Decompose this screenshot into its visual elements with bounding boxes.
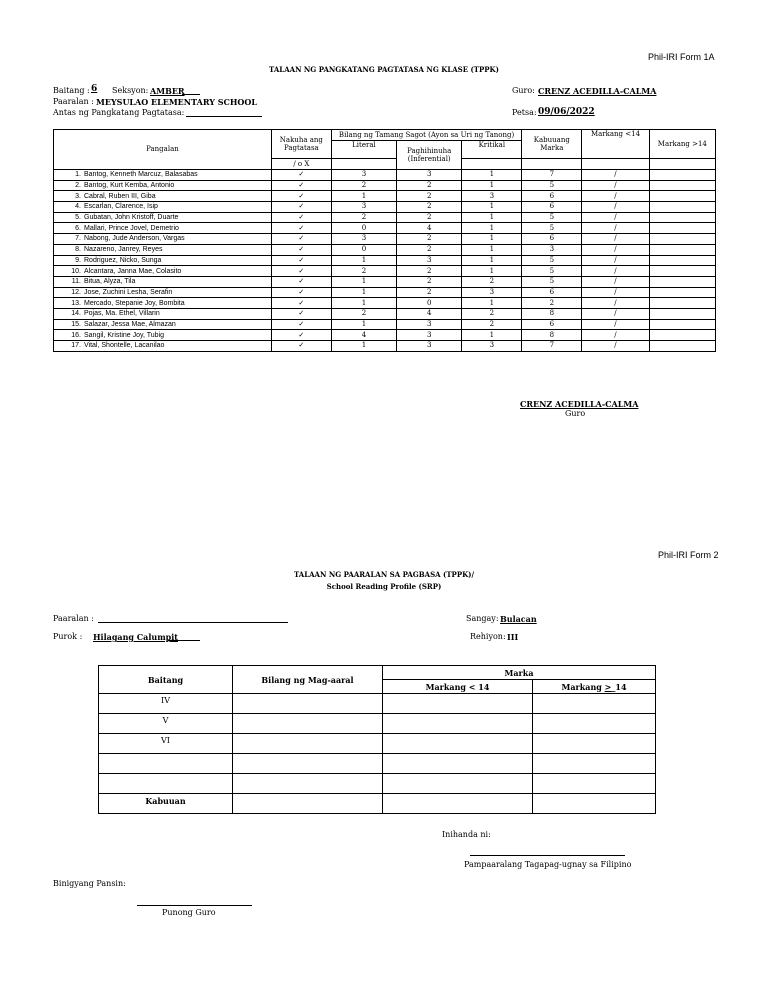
kritikal-cell: 1 xyxy=(462,255,522,266)
kritikal-cell: 2 xyxy=(462,319,522,330)
student-name-cell xyxy=(54,255,272,266)
form1-title: TALAAN NG PANGKATANG PAGTATASA NG KLASE (TPPK) xyxy=(269,65,499,74)
kritikal-cell: 3 xyxy=(462,341,522,352)
markang-ge-cell xyxy=(533,754,656,774)
inferential-cell: 0 xyxy=(397,298,462,309)
bilang-cell xyxy=(233,694,383,714)
student-name: Nazareno, Janrey, Reyes xyxy=(84,246,163,254)
markang-ge-cell xyxy=(533,774,656,794)
student-name-cell xyxy=(54,308,272,319)
table-row xyxy=(54,244,716,255)
inferential-cell: 3 xyxy=(397,319,462,330)
inferential-cell: 4 xyxy=(397,308,462,319)
taken-cell xyxy=(271,170,331,181)
literal-cell: 1 xyxy=(331,298,396,309)
bilang-cell xyxy=(233,714,383,734)
markang-lt-cell: / xyxy=(582,330,649,341)
literal-cell: 3 xyxy=(331,202,396,213)
literal-cell: 1 xyxy=(331,319,396,330)
class-assessment-table xyxy=(53,129,716,352)
row-number: 15. xyxy=(71,320,81,328)
markang-lt-cell xyxy=(383,694,533,714)
total-score-cell: 6 xyxy=(522,202,582,213)
inferential-cell: 3 xyxy=(397,330,462,341)
table-row xyxy=(54,202,716,213)
school-reading-profile-table xyxy=(98,665,656,814)
total-score-cell: 5 xyxy=(522,266,582,277)
table-row xyxy=(54,223,716,234)
total-bilang-cell xyxy=(233,794,383,814)
sangay-value: Bulacan xyxy=(500,614,537,624)
bilang-cell xyxy=(233,754,383,774)
purok-label: Purok : xyxy=(53,632,83,641)
literal-cell: 3 xyxy=(331,170,396,181)
literal-cell: 0 xyxy=(331,244,396,255)
form2-title-line1: TALAAN NG PAARALAN SA PAGBASA (TPPK)/ xyxy=(293,570,475,579)
principal-role: Punong Guro xyxy=(162,908,216,917)
markang-lt-cell: / xyxy=(582,244,649,255)
markang-ge-cell xyxy=(649,244,715,255)
student-name: Pojas, Ma. Ethel, Villarin xyxy=(84,310,160,318)
header-bilang-mag-aaral: Bilang ng Mag-aaral xyxy=(233,666,383,694)
literal-cell: 4 xyxy=(331,330,396,341)
student-name-cell xyxy=(54,330,272,341)
total-score-cell: 8 xyxy=(522,330,582,341)
check-mark-icon: ✓ xyxy=(298,288,305,296)
header-nakuha: Nakuha ang Pagtatasa xyxy=(271,130,331,159)
row-number: 6. xyxy=(75,224,81,232)
literal-cell: 1 xyxy=(331,287,396,298)
markang-ge-cell xyxy=(533,694,656,714)
student-name-cell xyxy=(54,170,272,181)
baitang-cell: V xyxy=(99,714,233,734)
markang-ge-cell xyxy=(649,223,715,234)
markang-ge-cell xyxy=(533,734,656,754)
total-score-cell: 6 xyxy=(522,191,582,202)
total-score-cell: 6 xyxy=(522,234,582,245)
paaralan-value: MEYSULAO ELEMENTARY SCHOOL xyxy=(96,97,257,107)
student-name-cell xyxy=(54,191,272,202)
header-baitang: Baitang xyxy=(99,666,233,694)
table-row xyxy=(54,212,716,223)
student-name: Escarlan, Clarence, Isip xyxy=(84,203,158,211)
rehiyon-label: Rehiyon: xyxy=(470,632,506,641)
markang-lt-cell xyxy=(383,774,533,794)
kritikal-cell: 1 xyxy=(462,244,522,255)
kritikal-cell: 3 xyxy=(462,191,522,202)
total-ge-cell xyxy=(533,794,656,814)
inferential-cell: 4 xyxy=(397,223,462,234)
total-score-cell: 5 xyxy=(522,255,582,266)
header-empty xyxy=(331,159,396,170)
baitang-cell xyxy=(99,774,233,794)
kritikal-cell: 1 xyxy=(462,212,522,223)
kritikal-cell: 1 xyxy=(462,266,522,277)
markang-lt-cell: / xyxy=(582,223,649,234)
total-label: Kabuuan xyxy=(99,794,233,814)
total-score-cell: 5 xyxy=(522,276,582,287)
student-name: Vital, Shontelle, Lacanilao xyxy=(84,342,165,350)
check-mark-icon: ✓ xyxy=(298,310,305,318)
table-row xyxy=(54,234,716,245)
row-number: 16. xyxy=(71,331,81,339)
taken-cell xyxy=(271,266,331,277)
header-nakuha-sub: / o X xyxy=(271,159,331,170)
table-row xyxy=(54,255,716,266)
header-kritikal: Kritikal xyxy=(462,140,522,159)
student-name-cell xyxy=(54,266,272,277)
baitang-cell: IV xyxy=(99,694,233,714)
taken-cell xyxy=(271,212,331,223)
table-row xyxy=(99,774,656,794)
check-mark-icon: ✓ xyxy=(298,203,305,211)
student-name: Sangil, Kristine Joy, Tubig xyxy=(84,331,165,339)
student-name-cell xyxy=(54,202,272,213)
check-mark-icon: ✓ xyxy=(298,331,305,339)
markang-ge-cell xyxy=(649,191,715,202)
markang-lt-cell: / xyxy=(582,255,649,266)
total-score-cell: 2 xyxy=(522,298,582,309)
petsa-label: Petsa: xyxy=(512,108,537,117)
antas-blank-line xyxy=(186,116,262,117)
markang-ge-cell xyxy=(649,298,715,309)
check-mark-icon: ✓ xyxy=(298,278,305,286)
markang-lt-cell: / xyxy=(582,191,649,202)
rehiyon-value: III xyxy=(507,632,519,642)
check-mark-icon: ✓ xyxy=(298,192,305,200)
total-lt-cell xyxy=(383,794,533,814)
header-empty xyxy=(462,159,522,170)
check-mark-icon: ✓ xyxy=(298,182,305,190)
inferential-cell: 2 xyxy=(397,276,462,287)
taken-cell xyxy=(271,330,331,341)
check-mark-icon: ✓ xyxy=(298,171,305,179)
row-number: 12. xyxy=(71,288,81,296)
taken-cell xyxy=(271,276,331,287)
taken-cell xyxy=(271,255,331,266)
header-marka: Marka xyxy=(383,666,656,680)
row-number: 14. xyxy=(71,310,81,318)
inferential-cell: 3 xyxy=(397,255,462,266)
inferential-cell: 3 xyxy=(397,170,462,181)
table-row xyxy=(54,319,716,330)
seksyon-value: AMBER xyxy=(150,86,185,96)
markang-lt-cell: / xyxy=(582,319,649,330)
student-name: Rodriguez, Nicko, Sunga xyxy=(84,256,162,264)
seksyon-underline xyxy=(182,94,200,95)
taken-cell xyxy=(271,202,331,213)
purok-value: Hilagang Calumpit xyxy=(93,632,178,642)
table-row xyxy=(54,191,716,202)
inferential-cell: 2 xyxy=(397,180,462,191)
taken-cell xyxy=(271,298,331,309)
taken-cell xyxy=(271,234,331,245)
markang-ge-cell xyxy=(649,276,715,287)
kritikal-cell: 2 xyxy=(462,276,522,287)
student-name-cell xyxy=(54,212,272,223)
student-name: Nabong, Jude Anderson, Vargas xyxy=(84,235,185,243)
sangay-label: Sangay: xyxy=(466,614,499,623)
form1-number: Phil-IRI Form 1A xyxy=(648,52,715,62)
table-row xyxy=(54,266,716,277)
taken-cell xyxy=(271,319,331,330)
markang-ge-cell xyxy=(649,341,715,352)
row-number: 9. xyxy=(75,256,81,264)
inferential-cell: 3 xyxy=(397,341,462,352)
student-name-cell xyxy=(54,244,272,255)
markang-lt-cell: / xyxy=(582,212,649,223)
purok-underline xyxy=(168,640,200,641)
markang-lt-cell: / xyxy=(582,341,649,352)
student-name-cell xyxy=(54,319,272,330)
header-empty xyxy=(582,159,649,170)
coordinator-role: Pampaaralang Tagapag-ugnay sa Filipino xyxy=(464,860,632,869)
header-pangalan: Pangalan xyxy=(54,130,272,170)
markang-ge-cell xyxy=(649,202,715,213)
principal-signature-line xyxy=(137,905,252,906)
markang-ge-cell xyxy=(649,330,715,341)
kritikal-cell: 1 xyxy=(462,234,522,245)
markang-lt-cell xyxy=(383,714,533,734)
student-name-cell xyxy=(54,276,272,287)
bilang-cell xyxy=(233,734,383,754)
header-markang-ge: Markang >14 xyxy=(649,130,715,159)
markang-ge-cell xyxy=(649,180,715,191)
student-name: Gubatan, John Kristoff, Duarte xyxy=(84,214,179,222)
kritikal-cell: 1 xyxy=(462,202,522,213)
student-name: Salazar, Jessa Mae, Almazan xyxy=(84,320,176,328)
header-markang-ge-14: Markang >_14 xyxy=(533,680,656,694)
total-score-cell: 8 xyxy=(522,308,582,319)
form2-paaralan-label: Paaralan : xyxy=(53,614,94,623)
total-score-cell: 5 xyxy=(522,223,582,234)
check-mark-icon: ✓ xyxy=(298,246,305,254)
kritikal-cell: 2 xyxy=(462,308,522,319)
row-number: 17. xyxy=(71,342,81,350)
markang-lt-cell: / xyxy=(582,298,649,309)
baitang-label: Baitang : xyxy=(53,86,90,95)
literal-cell: 2 xyxy=(331,212,396,223)
form2-title-line2: School Reading Profile (SRP) xyxy=(326,582,442,591)
check-mark-icon: ✓ xyxy=(298,342,305,350)
literal-cell: 1 xyxy=(331,255,396,266)
header-kabuuang: Kabuuang Marka xyxy=(522,130,582,159)
literal-cell: 1 xyxy=(331,276,396,287)
total-score-cell: 7 xyxy=(522,170,582,181)
baitang-cell: VI xyxy=(99,734,233,754)
check-mark-icon: ✓ xyxy=(298,224,305,232)
inihanda-label: Inihanda ni: xyxy=(442,830,491,839)
markang-ge-cell xyxy=(649,255,715,266)
markang-ge-cell xyxy=(649,212,715,223)
kritikal-cell: 1 xyxy=(462,180,522,191)
markang-ge-cell xyxy=(649,234,715,245)
baitang-cell xyxy=(99,754,233,774)
kritikal-cell: 3 xyxy=(462,287,522,298)
student-name: Alcantara, Janna Mae, Colasito xyxy=(84,267,182,275)
form1-signatory-name: CRENZ ACEDILLA-CALMA xyxy=(520,399,639,409)
header-paghihinuha: Paghihinuha (Inferential) xyxy=(397,140,462,169)
antas-label: Antas ng Pangkatang Pagtatasa: xyxy=(53,108,185,117)
markang-ge-cell xyxy=(649,287,715,298)
kritikal-cell: 1 xyxy=(462,298,522,309)
markang-lt-cell xyxy=(383,754,533,774)
check-mark-icon: ✓ xyxy=(298,256,305,264)
table-row xyxy=(99,734,656,754)
student-name-cell xyxy=(54,341,272,352)
literal-cell: 2 xyxy=(331,180,396,191)
table-row xyxy=(54,287,716,298)
taken-cell xyxy=(271,180,331,191)
row-number: 7. xyxy=(75,235,81,243)
table-row xyxy=(54,298,716,309)
form2-paaralan-blank xyxy=(98,622,288,623)
student-name-cell xyxy=(54,180,272,191)
markang-lt-cell xyxy=(383,734,533,754)
header-markang-lt-14: Markang < 14 xyxy=(383,680,533,694)
coordinator-signature-line xyxy=(470,855,625,856)
row-number: 2. xyxy=(75,182,81,190)
seksyon-label: Seksyon: xyxy=(112,86,149,95)
inferential-cell: 2 xyxy=(397,212,462,223)
taken-cell xyxy=(271,341,331,352)
inferential-cell: 2 xyxy=(397,202,462,213)
taken-cell xyxy=(271,244,331,255)
row-number: 13. xyxy=(71,299,81,307)
inferential-cell: 2 xyxy=(397,191,462,202)
markang-lt-cell: / xyxy=(582,287,649,298)
header-empty xyxy=(649,159,715,170)
table-row xyxy=(54,330,716,341)
taken-cell xyxy=(271,308,331,319)
markang-ge-cell xyxy=(649,266,715,277)
markang-lt-cell: / xyxy=(582,276,649,287)
table-row xyxy=(54,276,716,287)
markang-lt-cell: / xyxy=(582,308,649,319)
form1-signatory-role: Guro xyxy=(565,409,586,418)
petsa-value: 09/06/2022 xyxy=(538,107,595,117)
literal-cell: 2 xyxy=(331,266,396,277)
markang-lt-cell: / xyxy=(582,180,649,191)
literal-cell: 1 xyxy=(331,191,396,202)
student-name: Bantog, Kurt Kemba, Antonio xyxy=(84,182,175,190)
baitang-value: 6 xyxy=(91,84,98,94)
taken-cell xyxy=(271,223,331,234)
markang-lt-cell: / xyxy=(582,266,649,277)
kritikal-cell: 1 xyxy=(462,170,522,181)
markang-ge-cell xyxy=(649,170,715,181)
row-number: 11. xyxy=(71,278,81,286)
header-empty xyxy=(522,159,582,170)
student-name: Mercado, Stepanie Joy, Bombita xyxy=(84,299,185,307)
check-mark-icon: ✓ xyxy=(298,235,305,243)
student-name-cell xyxy=(54,234,272,245)
total-score-cell: 3 xyxy=(522,244,582,255)
kritikal-cell: 1 xyxy=(462,223,522,234)
table-row xyxy=(54,170,716,181)
student-name: Cabral, Ruben III, Giba xyxy=(84,192,156,200)
markang-ge-cell xyxy=(533,714,656,734)
guro-label: Guro: xyxy=(512,86,535,95)
table-row xyxy=(54,341,716,352)
student-name: Jose, Zuchini Lesha, Serafin xyxy=(84,288,173,296)
row-number: 1. xyxy=(75,171,81,179)
inferential-cell: 2 xyxy=(397,244,462,255)
markang-lt-cell: / xyxy=(582,234,649,245)
literal-cell: 0 xyxy=(331,223,396,234)
total-score-cell: 6 xyxy=(522,319,582,330)
student-name-cell xyxy=(54,223,272,234)
inferential-cell: 2 xyxy=(397,234,462,245)
student-name: Mallari, Prince Jovel, Demetrio xyxy=(84,224,179,232)
table-row xyxy=(99,754,656,774)
check-mark-icon: ✓ xyxy=(298,267,305,275)
total-score-cell: 5 xyxy=(522,212,582,223)
taken-cell xyxy=(271,287,331,298)
row-number: 4. xyxy=(75,203,81,211)
check-mark-icon: ✓ xyxy=(298,214,305,222)
markang-ge-cell xyxy=(649,308,715,319)
total-score-cell: 7 xyxy=(522,341,582,352)
table-row xyxy=(54,308,716,319)
student-name-cell xyxy=(54,298,272,309)
header-markang-lt: Markang <14 xyxy=(582,130,649,159)
total-score-cell: 5 xyxy=(522,180,582,191)
header-bilang: Bilang ng Tamang Sagot (Ayon sa Uri ng Tanong) xyxy=(331,130,522,141)
taken-cell xyxy=(271,191,331,202)
row-number: 3. xyxy=(75,192,81,200)
markang-ge-cell xyxy=(649,319,715,330)
literal-cell: 2 xyxy=(331,308,396,319)
student-name: Bantog, Kenneth Marcuz, Balasabas xyxy=(84,171,198,179)
form2-number: Phil-IRI Form 2 xyxy=(658,550,719,560)
bilang-cell xyxy=(233,774,383,794)
binigyang-label: Binigyang Pansin: xyxy=(53,879,126,888)
literal-cell: 1 xyxy=(331,341,396,352)
student-name: Bitua, Alyza, Tila xyxy=(84,278,136,286)
row-number: 5. xyxy=(75,214,81,222)
paaralan-label: Paaralan : xyxy=(53,97,94,106)
guro-value: CRENZ ACEDILLA-CALMA xyxy=(538,86,657,96)
markang-lt-cell: / xyxy=(582,170,649,181)
kritikal-cell: 1 xyxy=(462,330,522,341)
markang-lt-cell: / xyxy=(582,202,649,213)
table-row xyxy=(99,714,656,734)
student-name-cell xyxy=(54,287,272,298)
table-row xyxy=(99,694,656,714)
inferential-cell: 2 xyxy=(397,287,462,298)
literal-cell: 3 xyxy=(331,234,396,245)
total-score-cell: 6 xyxy=(522,287,582,298)
table-row xyxy=(54,180,716,191)
check-mark-icon: ✓ xyxy=(298,320,305,328)
header-literal: Literal xyxy=(331,140,396,159)
row-number: 8. xyxy=(75,246,81,254)
check-mark-icon: ✓ xyxy=(298,299,305,307)
row-number: 10. xyxy=(71,267,81,275)
inferential-cell: 2 xyxy=(397,266,462,277)
